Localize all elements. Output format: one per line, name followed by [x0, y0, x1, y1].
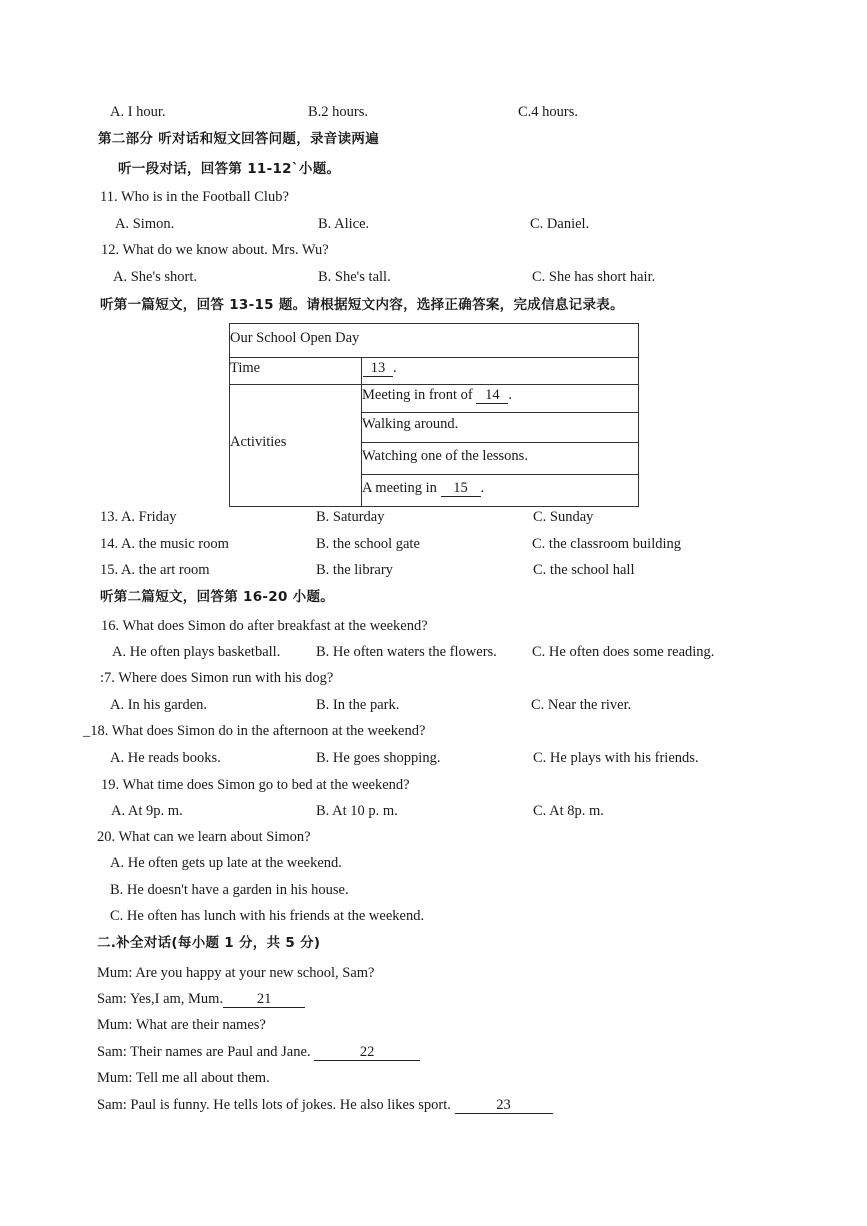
- question-15-option-b: B. the library: [316, 562, 393, 578]
- question-12-option-a: A. She's short.: [113, 269, 197, 285]
- question-16-option-a: A. He often plays basketball.: [112, 644, 281, 660]
- q10-option-a: A. I hour.: [110, 104, 166, 120]
- question-19-option-b: B. At 10 p. m.: [316, 803, 398, 819]
- blank-14: 14: [476, 388, 508, 404]
- question-18-option-b: B. He goes shopping.: [316, 750, 441, 766]
- activity-suffix: .: [508, 387, 512, 403]
- question-14-option-a: 14. A. the music room: [100, 536, 229, 552]
- table-rule: [230, 357, 638, 358]
- dialogue-line-2: [97, 990, 305, 1008]
- activity-item-4: [362, 480, 484, 497]
- dialogue-line-6: [97, 1096, 553, 1114]
- activity-item-1: [362, 387, 512, 404]
- dialogue-line-5: Mum: Tell me all about them.: [97, 1070, 270, 1086]
- question-14-option-c: C. the classroom building: [532, 536, 682, 552]
- activity-text: Meeting in front of: [362, 387, 477, 403]
- activity-suffix: .: [480, 480, 485, 496]
- question-16-option-b: B. He often waters the flowers.: [316, 644, 497, 660]
- question-19-stem: 19. What time does Simon go to bed at the weekend?: [101, 777, 410, 793]
- activity-text: Watching one of the lessons.: [362, 448, 528, 464]
- question-17-option-a: A. In his garden.: [110, 697, 208, 713]
- dialogue-line-3: Mum: What are their names?: [97, 1017, 266, 1033]
- question-13-option-b: B. Saturday: [316, 509, 385, 525]
- table-rule: [230, 384, 638, 385]
- activity-text: A meeting in: [362, 480, 441, 496]
- question-11-stem: 11. Who is in the Football Club?: [100, 189, 289, 205]
- table-title: Our School Open Day: [230, 330, 360, 346]
- question-17-stem: :7. Where does Simon run with his dog?: [100, 670, 334, 686]
- question-18-option-a: A. He reads books.: [110, 750, 221, 766]
- table-rule: [361, 412, 638, 413]
- question-11-option-b: B. Alice.: [318, 216, 370, 232]
- activity-text: Walking around.: [362, 416, 459, 432]
- dialogue-text: Sam: Yes,I am, Mum.: [97, 991, 224, 1007]
- question-13-option-c: C. Sunday: [533, 509, 594, 525]
- dialogue-instruction: 听一段对话，回答第 11-12`小题。: [118, 161, 341, 177]
- dialogue-line-1: Mum: Are you happy at your new school, Sam?: [97, 965, 375, 981]
- question-16-option-c: C. He often does some reading.: [532, 644, 715, 660]
- q10-option-c: C.4 hours.: [518, 104, 579, 120]
- dialogue-text: Sam: Their names are Paul and Jane.: [97, 1044, 315, 1060]
- passage2-instruction: 听第二篇短文，回答第 16-20 小题。: [100, 589, 335, 605]
- dialogue-line-4: [97, 1043, 420, 1061]
- blank-21: 21: [223, 992, 305, 1008]
- activities-label: Activities: [230, 434, 287, 450]
- question-15-option-a: 15. A. the art room: [100, 562, 210, 578]
- question-20-stem: 20. What can we learn about Simon?: [97, 829, 311, 845]
- section2-heading: 二.补全对话(每小题 1 分，共 5 分): [97, 935, 321, 951]
- passage1-instruction: 听第一篇短文，回答 13-15 题。请根据短文内容，选择正确答案，完成信息记录表。: [100, 297, 624, 313]
- blank-23: 23: [455, 1098, 553, 1114]
- question-12-stem: 12. What do we know about. Mrs. Wu?: [101, 242, 329, 258]
- question-11-option-a: A. Simon.: [115, 216, 175, 232]
- time-value: 13 .: [363, 360, 397, 377]
- question-18-stem: _18. What does Simon do in the afternoon at the weekend?: [83, 723, 426, 739]
- question-17-option-c: C. Near the river.: [531, 697, 632, 713]
- part2-heading: 第二部分 听对话和短文回答问题，录音读两遍: [98, 131, 379, 147]
- question-16-stem: 16. What does Simon do after breakfast at the weekend?: [101, 618, 428, 634]
- question-18-option-c: C. He plays with his friends.: [533, 750, 699, 766]
- blank-15: 15: [441, 481, 481, 497]
- dialogue-text: Sam: Paul is funny. He tells lots of jokes. He also likes sport.: [97, 1097, 455, 1113]
- question-17-option-b: B. In the park.: [316, 697, 400, 713]
- blank-13: 13: [363, 361, 393, 377]
- blank-22: 22: [314, 1045, 420, 1061]
- q10-option-b: B.2 hours.: [308, 104, 369, 120]
- question-19-option-c: C. At 8p. m.: [533, 803, 604, 819]
- question-15-option-c: C. the school hall: [533, 562, 635, 578]
- activity-item-2: [362, 416, 458, 433]
- question-13-option-a: 13. A. Friday: [100, 509, 177, 525]
- question-20-option-b: B. He doesn't have a garden in his house.: [110, 882, 349, 898]
- activity-item-3: [362, 448, 528, 465]
- question-12-option-b: B. She's tall.: [318, 269, 391, 285]
- question-20-option-c: C. He often has lunch with his friends at the weekend.: [110, 908, 425, 924]
- question-14-option-b: B. the school gate: [316, 536, 420, 552]
- open-day-table: [229, 323, 639, 507]
- table-rule: [361, 474, 638, 475]
- question-11-option-c: C. Daniel.: [530, 216, 590, 232]
- question-12-option-c: C. She has short hair.: [532, 269, 656, 285]
- question-19-option-a: A. At 9p. m.: [111, 803, 183, 819]
- time-label: Time: [230, 360, 261, 376]
- question-20-option-a: A. He often gets up late at the weekend.: [110, 855, 342, 871]
- table-rule: [361, 442, 638, 443]
